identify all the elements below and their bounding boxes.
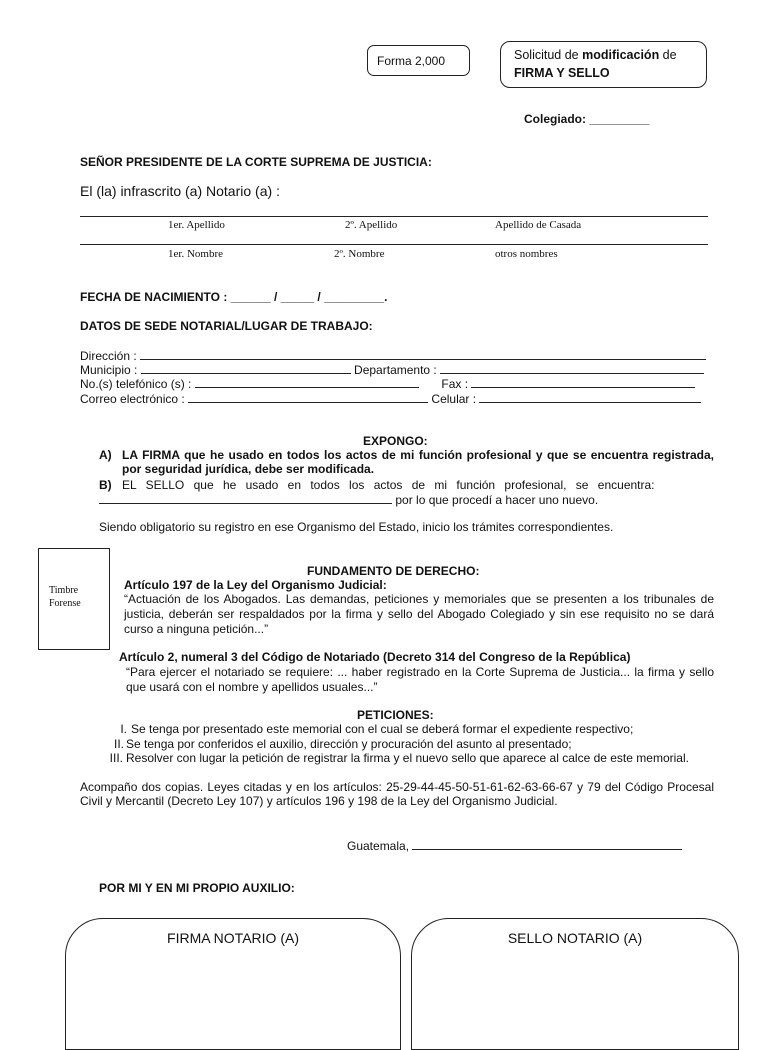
peticion-3-text: Resolver con lugar la petición de registrar la firma y el nuevo sello que aparece al calce de este memorial. bbox=[126, 751, 689, 765]
art2-title: Artículo 2, numeral 3 del Código de Notariado (Decreto 314 del Congreso de la República) bbox=[119, 650, 631, 664]
lugar-row bbox=[347, 838, 682, 853]
municipio-label: Municipio : bbox=[80, 363, 138, 377]
municipio-blank bbox=[141, 362, 351, 374]
celular-label: Celular : bbox=[431, 392, 477, 406]
art197-title: Artículo 197 de la Ley del Organismo Judicial: bbox=[124, 578, 387, 592]
telefono-label: No.(s) telefónico (s) : bbox=[80, 377, 192, 391]
form-number: Forma 2,000 bbox=[377, 54, 446, 68]
peticiones-heading: PETICIONES: bbox=[357, 708, 434, 722]
first-surname-label: 1er. Apellido bbox=[168, 219, 225, 231]
timbre-box bbox=[38, 548, 110, 650]
fax-label: Fax : bbox=[441, 377, 469, 391]
second-name-label: 2º. Nombre bbox=[334, 248, 385, 260]
copias-text: Acompaño dos copias. Leyes citadas y en los artículos: 25-29-44-45-50-51-61-62-63-66-67 y 79 del Código Procesal Civil y Mercantil (Decreto Ley 107) y artículos 196 y 198 de la Ley del Organismo Judicial. bbox=[80, 780, 714, 808]
timbre-label: Timbre Forense bbox=[49, 585, 81, 609]
sello-box bbox=[411, 918, 739, 1050]
form-number-box bbox=[367, 45, 470, 76]
colegiado-field: Colegiado: _________ bbox=[524, 112, 650, 126]
direccion-label: Dirección : bbox=[80, 349, 137, 363]
departamento-label: Departamento : bbox=[354, 363, 437, 377]
intro-text: El (la) infrascrito (a) Notario (a) : bbox=[80, 183, 280, 199]
expongo-a-text: LA FIRMA que he usado en todos los actos de mi función profesional y que se encuentra registrada, por seguridad jurídica, debe ser modificada. bbox=[122, 448, 714, 476]
municipio-row bbox=[80, 362, 704, 377]
title-line-2: FIRMA Y SELLO bbox=[514, 66, 610, 80]
correo-label: Correo electrónico : bbox=[80, 392, 185, 406]
registro-text: Siendo obligatorio su registro en ese Organismo del Estado, inicio los trámites correspondientes. bbox=[99, 520, 614, 534]
telefono-row bbox=[80, 376, 695, 391]
expongo-b-text: EL SELLO que he usado en todos los actos de mi función profesional, se encuentra: bbox=[122, 478, 655, 492]
sello-label: SELLO NOTARIO (A) bbox=[507, 930, 643, 946]
expongo-b-text2: por lo que procedí a hacer uno nuevo. bbox=[395, 493, 599, 507]
direccion-row bbox=[80, 348, 706, 363]
peticion-1-text: Se tenga por presentado este memorial con el cual se deberá formar el expediente respectivo; bbox=[131, 722, 634, 736]
fax-blank bbox=[471, 376, 695, 388]
peticion-1-num: I. bbox=[120, 722, 127, 736]
first-name-label: 1er. Nombre bbox=[168, 248, 223, 260]
peticion-2-num: II. bbox=[113, 737, 124, 751]
peticion-3-num: III. bbox=[109, 751, 123, 765]
birth-date-field: FECHA DE NACIMIENTO : ______ / _____ / _________. bbox=[80, 290, 388, 304]
direccion-blank bbox=[140, 348, 706, 360]
names-line bbox=[80, 244, 708, 245]
married-surname-label: Apellido de Casada bbox=[495, 219, 582, 231]
second-surname-label: 2º. Apellido bbox=[345, 219, 398, 231]
title-text-c: de bbox=[659, 48, 677, 62]
other-names-label: otros nombres bbox=[495, 248, 558, 260]
celular-blank bbox=[479, 391, 701, 403]
title-line-1 bbox=[514, 48, 677, 62]
title-box bbox=[500, 41, 707, 88]
surname-line bbox=[80, 216, 708, 217]
departamento-blank bbox=[440, 362, 704, 374]
art2-text: “Para ejercer el notariado se requiere: ... haber registrado en la Corte Suprema de Justicia... la firma y sello que usará con el nombre y apellidos usuales...” bbox=[126, 665, 714, 694]
expongo-b-row2 bbox=[99, 492, 598, 507]
expongo-a-label: A) bbox=[99, 448, 112, 462]
telefono-blank bbox=[195, 376, 419, 388]
correo-row bbox=[80, 391, 701, 406]
workplace-heading: DATOS DE SEDE NOTARIAL/LUGAR DE TRABAJO: bbox=[80, 319, 373, 333]
peticion-2-text: Se tenga por conferidos el auxilio, dirección y procuración del asunto al presentado; bbox=[126, 737, 572, 751]
auxilio-text: POR MI Y EN MI PROPIO AUXILIO: bbox=[99, 881, 295, 895]
fundamento-heading: FUNDAMENTO DE DERECHO: bbox=[307, 564, 480, 578]
art197-text: “Actuación de los Abogados. Las demandas, peticiones y memoriales que se presenten a los tribunales de justicia, deberán ser respaldados por la firma y sello del Abogado Colegiado y sin ese requisito no se dará curso a ninguna petición...” bbox=[124, 592, 714, 636]
lugar-fecha-blank bbox=[412, 838, 682, 850]
firma-label: FIRMA NOTARIO (A) bbox=[167, 930, 299, 946]
sello-blank bbox=[99, 492, 392, 504]
firma-box bbox=[65, 918, 401, 1050]
expongo-b-label: B) bbox=[99, 478, 112, 492]
title-text-b: modificación bbox=[582, 48, 660, 62]
lugar-label: Guatemala, bbox=[347, 839, 410, 853]
correo-blank bbox=[188, 391, 428, 403]
title-text-a: Solicitud de bbox=[514, 48, 583, 62]
addressee: SEÑOR PRESIDENTE DE LA CORTE SUPREMA DE JUSTICIA: bbox=[80, 155, 432, 169]
expongo-heading: EXPONGO: bbox=[363, 434, 428, 448]
